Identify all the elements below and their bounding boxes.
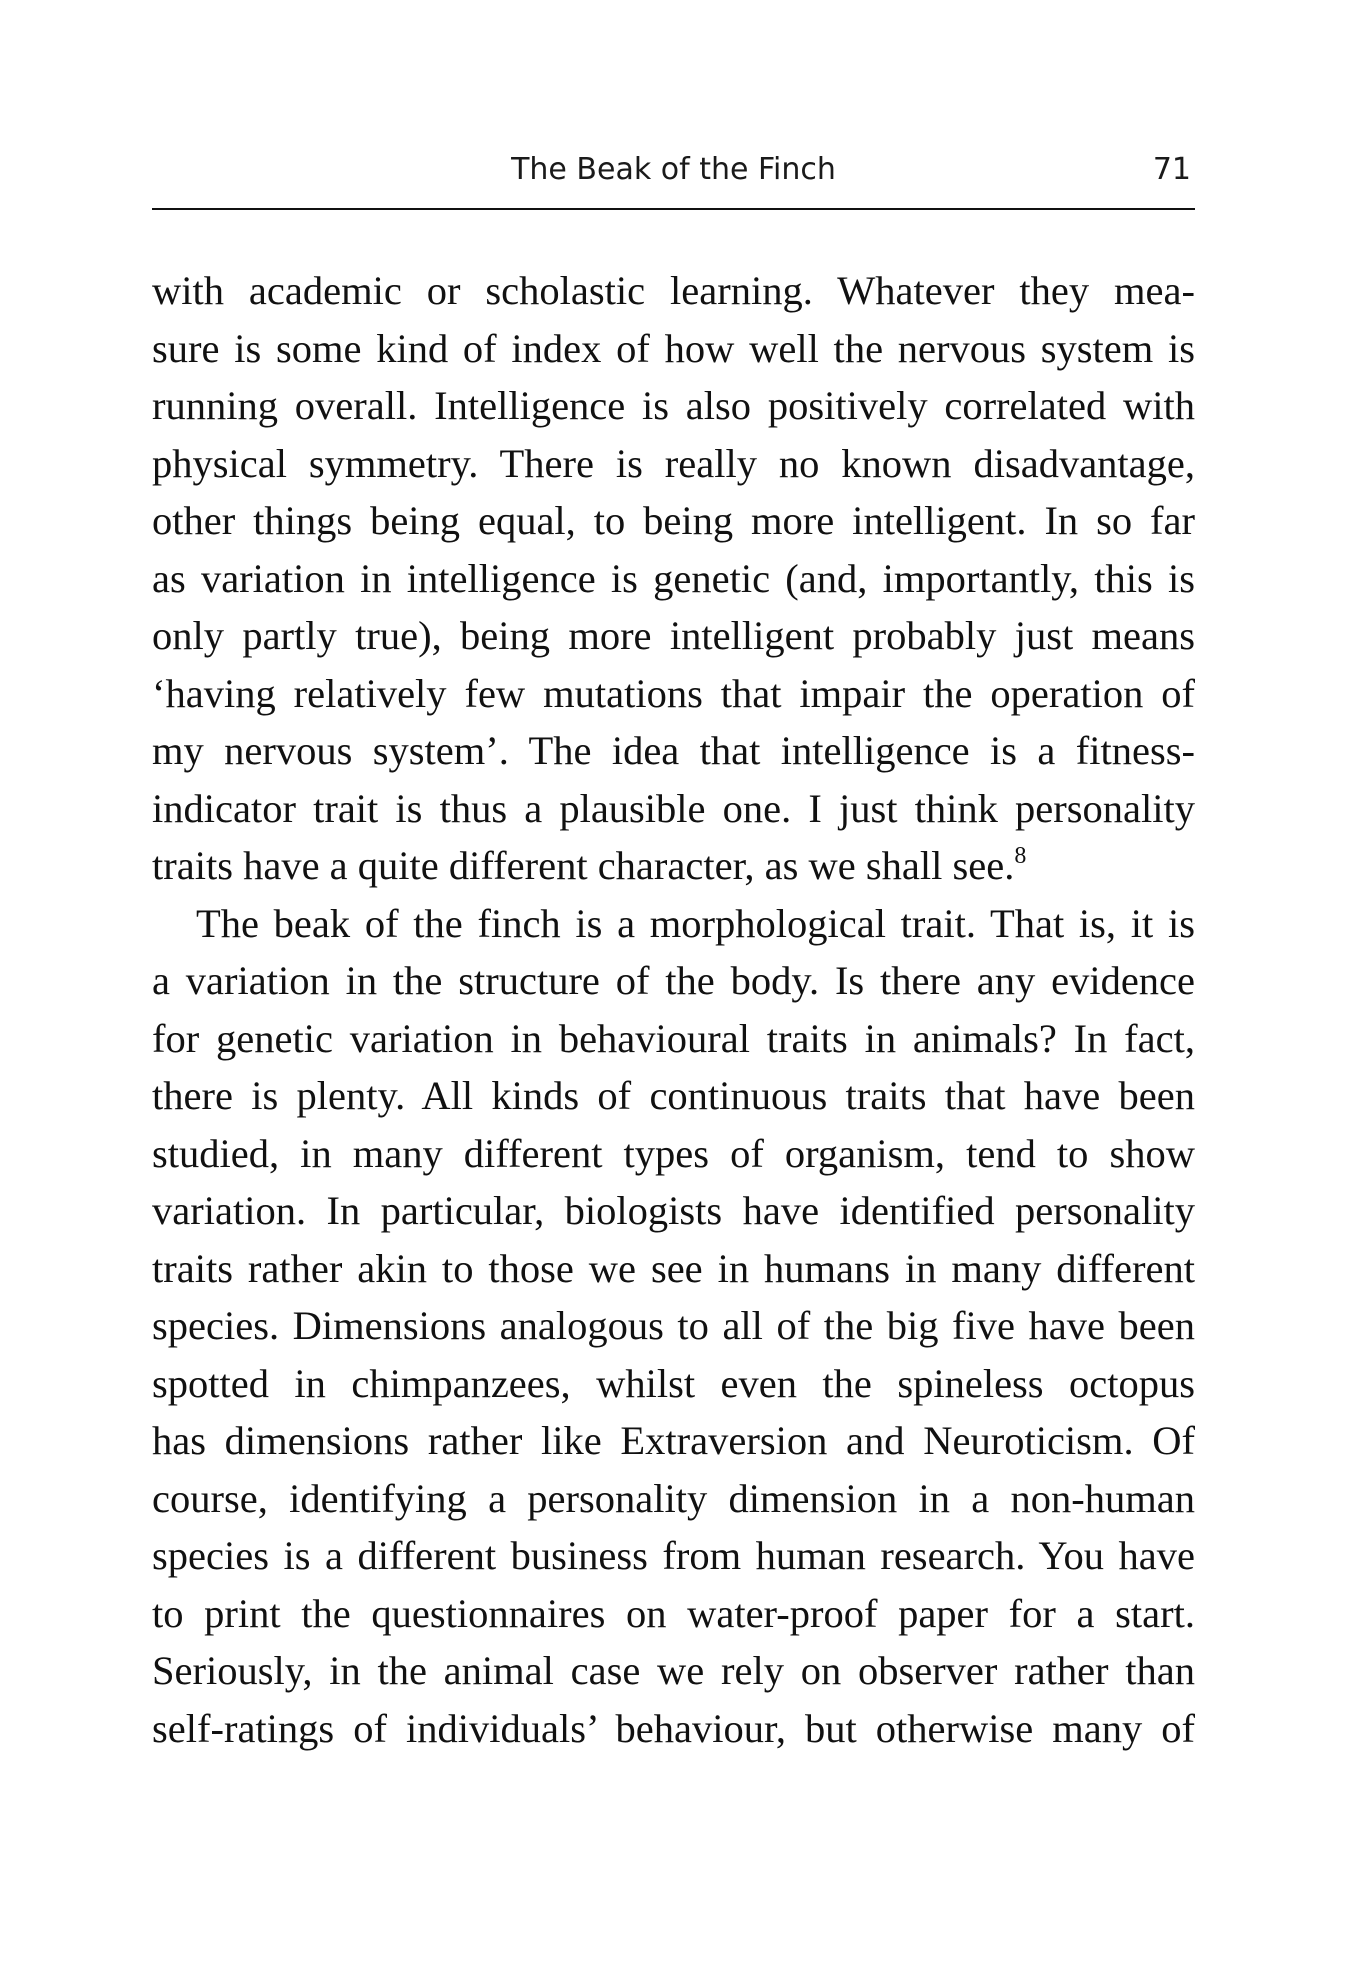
paragraph-1 [152,262,1195,895]
text-line-indented: The beak of the finch is a morphological trait. That is, it is [196,900,1195,946]
text-line: traits rather akin to those we see in humans in many different [152,1245,1195,1291]
page-number: 71 [1152,152,1191,187]
text-line: ‘having relatively few mutations that impair the operation of [152,670,1195,716]
text-line: indicator trait is thus a plausible one. I just think personality [152,785,1195,831]
text-line-content: traits have a quite different character, as we shall see. [152,843,1015,888]
text-line: spotted in chimpanzees, whilst even the spineless octopus [152,1360,1195,1406]
text-line: variation. In particular, biologists have identified personality [152,1188,1195,1233]
text-line: Seriously, in the animal case we rely on observer rather than [152,1648,1195,1693]
text-line: my nervous system’. The idea that intelligence is a fitness- [152,728,1195,773]
paragraph-2 [152,895,1195,1758]
text-line: species is a different business from human research. You have [152,1533,1195,1578]
header-rule [152,208,1195,210]
text-line-last [152,837,1195,895]
text-line: other things being equal, to being more intelligent. In so far [152,498,1195,543]
text-line: there is plenty. All kinds of continuous traits that have been [152,1073,1195,1118]
text-line: physical symmetry. There is really no known disadvantage, [152,440,1195,486]
text-line: species. Dimensions analogous to all of the big five have been [152,1303,1195,1348]
body-text [152,262,1195,1757]
text-line: only partly true), being more intelligent probably just means [152,613,1195,658]
text-line: has dimensions rather like Extraversion and Neuroticism. Of [152,1418,1195,1463]
text-line: studied, in many different types of organism, tend to show [152,1130,1195,1176]
text-line: with academic or scholastic learning. Whatever they mea- [152,268,1195,313]
running-title: The Beak of the Finch [511,152,836,187]
footnote-ref: 8 [1014,843,1027,869]
text-line: running overall. Intelligence is also positively correlated with [152,383,1195,428]
text-line: as variation in intelligence is genetic (and, importantly, this is [152,555,1195,601]
text-line: a variation in the structure of the body. Is there any evidence [152,958,1195,1003]
running-head [152,146,1195,194]
text-line: self-ratings of individuals’ behaviour, but otherwise many of [152,1705,1195,1751]
text-line: sure is some kind of index of how well the nervous system is [152,325,1195,371]
text-line: course, identifying a personality dimension in a non-human [152,1475,1195,1521]
text-line: for genetic variation in behavioural traits in animals? In fact, [152,1015,1195,1061]
text-line: to print the questionnaires on water-proof paper for a start. [152,1590,1195,1636]
